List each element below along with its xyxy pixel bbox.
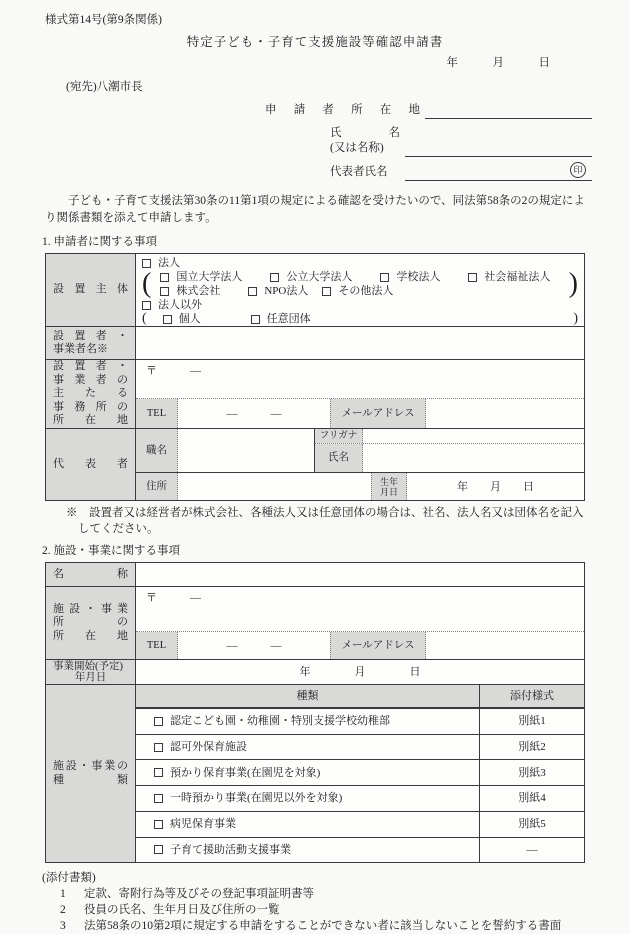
intro-paragraph: 子ども・子育て支援法第30条の11第1項の規定による確認を受けたいので、同法第58条の2の規定により関係書類を添えて申請します。 (45, 194, 585, 224)
types-table (136, 685, 584, 862)
name-column (314, 429, 584, 472)
rep-address-subrow (136, 472, 584, 500)
types-label-line1: 施設・事業の (53, 760, 128, 773)
section1-heading: 1. 申請者に関する事項 (42, 236, 157, 249)
birth-date-input[interactable]: 年 月 日 (457, 480, 534, 493)
checkbox-icon[interactable] (251, 315, 260, 324)
checkbox-individual[interactable] (163, 312, 201, 326)
facility-name-row (46, 563, 584, 586)
facility-address-label-line2: 所の (53, 616, 128, 629)
representative-content (136, 429, 584, 500)
attachment-item (60, 886, 630, 902)
checkbox-type-1[interactable] (154, 740, 247, 754)
furigana-label: フリガナ (315, 429, 363, 443)
type-label: 預かり保育事業(在園児を対象) (170, 766, 321, 779)
date-field[interactable]: 年 月 日 (446, 57, 550, 70)
start-date-value: 年 月 日 (299, 666, 421, 679)
type-form-4: 別紙5 (479, 812, 584, 837)
facility-tel-row (136, 631, 584, 659)
checkbox-non-corporation[interactable] (142, 298, 202, 312)
type-row-unlicensed-childcare (136, 734, 584, 760)
open-paren: ( (142, 268, 152, 300)
applicant-address-input[interactable] (425, 102, 592, 119)
checkbox-label: 個人 (178, 313, 201, 326)
applicant-block (265, 102, 592, 181)
types-label-line2: 種類 (53, 773, 128, 786)
checkbox-type-4[interactable] (154, 817, 236, 831)
checkbox-icon[interactable] (154, 794, 163, 803)
checkbox-icon[interactable] (322, 287, 331, 296)
applicant-address-label: 申請者所在地 (265, 104, 420, 117)
types-header-type: 種類 (296, 689, 319, 702)
checkbox-icon[interactable] (154, 768, 163, 777)
rep-name-input[interactable] (405, 164, 592, 181)
rep-name-label: 代表者氏名 (330, 166, 388, 178)
facility-types-label-cell (46, 685, 136, 862)
checkbox-type-3[interactable] (154, 791, 342, 805)
checkbox-label: その他法人 (338, 285, 394, 298)
checkbox-icon[interactable] (142, 301, 151, 310)
applicant-name-row (265, 126, 592, 157)
addressee: (宛先)八潮市長 (66, 81, 143, 94)
type-row-azukari-hoiku (136, 759, 584, 785)
entity-row (46, 254, 584, 326)
facility-types-row (46, 684, 584, 862)
rep-name-cell-label: 氏名 (315, 444, 363, 472)
open-paren: ( (142, 311, 147, 327)
tel-label: TEL (136, 632, 178, 659)
operator-label-line1: 設置者・ (53, 329, 128, 342)
name-row (315, 444, 584, 472)
operator-name-row (46, 326, 584, 359)
mail-label: メールアドレス (330, 399, 426, 428)
applicant-address-row (265, 102, 592, 119)
attachment-number: 1 (60, 888, 66, 901)
mail-input[interactable] (426, 399, 584, 428)
attachments-block (42, 871, 630, 934)
checkbox-label: 法人 (158, 257, 180, 270)
facility-name-label: 名称 (53, 567, 128, 580)
checkbox-icon[interactable] (468, 273, 477, 282)
attachments-heading: (添付書類) (42, 872, 96, 885)
job-title-input[interactable] (178, 429, 314, 472)
facility-name-label-cell (46, 563, 136, 586)
checkbox-school-corp[interactable] (380, 270, 440, 284)
checkbox-label: 公立大学法人 (286, 271, 353, 284)
form-page (0, 13, 630, 933)
rep-address-label: 住所 (136, 473, 178, 500)
rep-name-row (265, 164, 592, 181)
checkbox-icon[interactable] (160, 287, 169, 296)
checkbox-public-univ-corp[interactable] (270, 270, 352, 284)
checkbox-label: 国立大学法人 (176, 271, 243, 284)
operator-name-label-cell (46, 327, 136, 359)
applicant-table (45, 253, 585, 501)
facility-address-label-line3: 所在地 (53, 629, 128, 642)
office-address-label-cell (46, 360, 136, 428)
tel-input[interactable]: ― ― (226, 407, 282, 420)
applicant-name-input[interactable] (405, 140, 592, 157)
start-date-label-cell (46, 660, 136, 684)
type-form-2: 別紙3 (479, 760, 584, 785)
facility-address-label-cell (46, 587, 136, 659)
checkbox-label: NPO法人 (264, 285, 309, 298)
tel-input[interactable]: ― ― (226, 639, 282, 652)
type-label: 認可外保育施設 (170, 740, 247, 753)
section1-note: ※ 設置者又は経営者が株式会社、各種法人又は任意団体の場合は、社名、法人名又は団体名を記入してください。 (66, 507, 584, 535)
checkbox-national-univ-corp[interactable] (160, 270, 242, 284)
checkbox-npo-corp[interactable] (248, 284, 308, 298)
checkbox-icon[interactable] (154, 820, 163, 829)
attachment-text: 法第58条の10第2項に規定する申請をすることができない者に該当しないことを誓約する書面 (84, 920, 562, 933)
facility-address-content (136, 587, 584, 659)
tel-label: TEL (136, 399, 178, 428)
type-row-kosodate-enjo (136, 837, 584, 863)
checkbox-icon[interactable] (154, 743, 163, 752)
types-header-form: 添付様式 (479, 685, 584, 707)
type-row-certified-kodomoen (136, 708, 584, 734)
checkbox-icon[interactable] (248, 287, 257, 296)
furigana-input[interactable] (363, 429, 584, 443)
entity-options (136, 254, 584, 326)
rep-name-cell-input[interactable] (363, 444, 584, 472)
name-label-main: 氏名 (330, 127, 400, 140)
mail-input[interactable] (426, 632, 584, 659)
representative-row (46, 428, 584, 500)
type-row-ichiji-azukari (136, 785, 584, 811)
office-address-row (46, 359, 584, 428)
types-header-row (136, 685, 584, 708)
checkbox-type-5[interactable] (154, 843, 291, 857)
facility-postal-input[interactable]: 〒 ― (146, 592, 201, 605)
operator-label-line2: 事業者名※ (53, 343, 108, 356)
form-title: 特定子ども・子育て支援施設等確認申請書 (186, 34, 444, 49)
birth-label-line1: 生年 (379, 476, 398, 487)
attachment-item (60, 918, 630, 934)
office-address-content (136, 360, 584, 428)
type-label: 一時預かり事業(在園児以外を対象) (170, 792, 343, 805)
type-row-byoji-hoiku (136, 811, 584, 837)
office-label-line3: 主たる (53, 387, 128, 400)
type-label: 子育て援助活動支援事業 (170, 843, 291, 856)
type-form-1: 別紙2 (479, 735, 584, 760)
office-label-line4: 事務所の (53, 400, 128, 413)
rep-job-name-subrow (136, 429, 584, 472)
close-paren: ) (568, 268, 578, 300)
mail-label: メールアドレス (330, 632, 426, 659)
type-form-5: ― (479, 838, 584, 863)
checkbox-icon[interactable] (163, 315, 172, 324)
representative-label: 代表者 (53, 457, 128, 470)
representative-label-cell (46, 429, 136, 500)
type-label: 認定こども園・幼稚園・特別支援学校幼稚部 (170, 715, 390, 728)
checkbox-icon[interactable] (154, 845, 163, 854)
checkbox-label: 社会福祉法人 (484, 271, 551, 284)
start-date-row (46, 659, 584, 684)
start-date-label-line1: 事業開始(予定) (53, 660, 123, 672)
checkbox-label: 任意団体 (266, 313, 311, 326)
attachment-text: 役員の氏名、生年月日及び住所の一覧 (84, 904, 280, 917)
checkbox-icon[interactable] (154, 717, 163, 726)
checkbox-label: 学校法人 (396, 271, 441, 284)
facility-address-label-line1: 施設・事業 (53, 602, 128, 615)
close-paren: ) (573, 311, 578, 327)
checkbox-icon[interactable] (270, 273, 279, 282)
furigana-row (315, 429, 584, 444)
entity-label-cell (46, 254, 136, 326)
entity-label: 設置主体 (53, 283, 128, 296)
rep-address-input[interactable] (178, 473, 371, 500)
checkbox-other-corp[interactable] (322, 284, 393, 298)
attachment-number: 2 (60, 904, 66, 917)
applicant-name-label (330, 126, 400, 157)
checkbox-icon[interactable] (380, 273, 389, 282)
seal-mark: 印 (570, 162, 586, 178)
start-date-label-line2: 年月日 (74, 672, 107, 684)
checkbox-label: 法人以外 (158, 299, 202, 312)
office-postal-input[interactable]: 〒 ― (146, 365, 201, 378)
birth-date-label (371, 473, 407, 500)
checkbox-type-0[interactable] (154, 714, 390, 728)
job-title-label: 職名 (136, 429, 178, 472)
checkbox-voluntary-group[interactable] (251, 312, 311, 326)
office-label-line1: 設置者・ (53, 360, 128, 373)
attachment-item (60, 902, 630, 918)
attachment-text: 定款、寄附行為等及びその登記事項証明書等 (84, 888, 314, 901)
name-label-sub: (又は名称) (330, 142, 384, 154)
type-label: 病児保育事業 (170, 818, 236, 831)
checkbox-icon[interactable] (160, 273, 169, 282)
checkbox-stock-company[interactable] (160, 284, 220, 298)
facility-address-row (46, 586, 584, 659)
checkbox-social-welfare-corp[interactable] (468, 270, 550, 284)
facility-name-input[interactable] (136, 563, 584, 586)
birth-label-line2: 月日 (379, 486, 398, 497)
checkbox-type-2[interactable] (154, 766, 320, 780)
office-tel-row (136, 398, 584, 428)
section2-heading: 2. 施設・事業に関する事項 (42, 545, 180, 558)
office-label-line5: 所在地 (53, 414, 128, 427)
office-label-line2: 事業者の (53, 373, 128, 386)
form-number: 様式第14号(第9条関係) (45, 14, 162, 26)
checkbox-icon[interactable] (142, 259, 151, 268)
attachment-number: 3 (60, 920, 66, 933)
facility-table (45, 562, 585, 863)
operator-name-input[interactable] (136, 327, 584, 359)
type-form-3: 別紙4 (479, 786, 584, 811)
type-form-0: 別紙1 (479, 709, 584, 734)
start-date-input[interactable] (136, 660, 584, 684)
checkbox-label: 株式会社 (176, 285, 221, 298)
